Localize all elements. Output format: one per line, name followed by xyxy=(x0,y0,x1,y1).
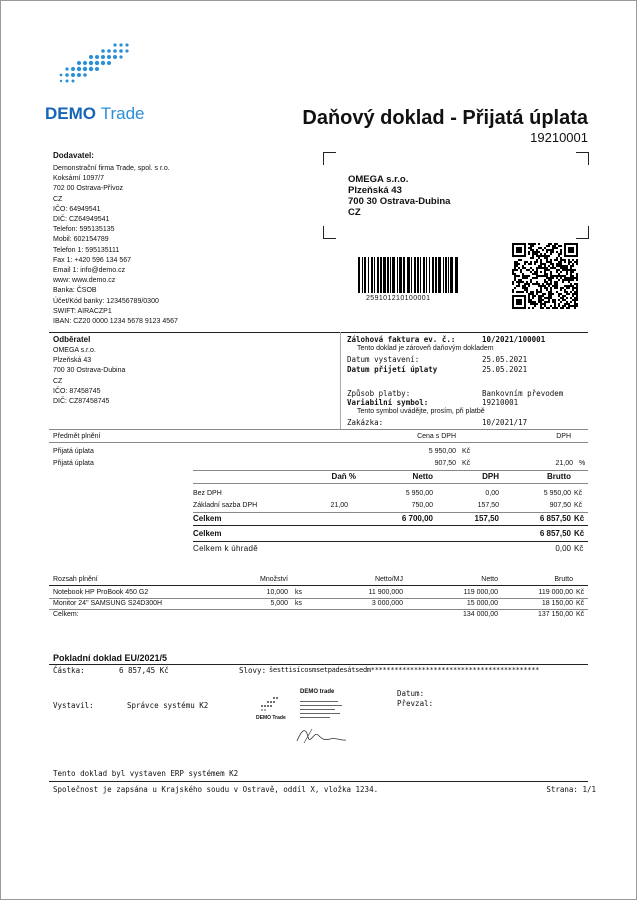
section-divider xyxy=(49,781,588,782)
qr-code-icon xyxy=(512,243,578,309)
supplier-heading: Dodavatel: xyxy=(53,151,94,160)
row-divider xyxy=(193,541,588,542)
signature-icon xyxy=(294,723,349,747)
company-register: Společnost je zapsána u Krajského soudu v Ostravě, oddíl X, vložka 1234. xyxy=(53,785,379,794)
invoice-page: DEMO Trade Daňový doklad - Přijatá úplata 19210001 Dodavatel: Demonstrační firma Trade, spol. s r.o. Koksární 1097/7 702 00 Ostrava-Přívoz CZ IČO: 64949541 DIČ: CZ64949541 Telefon: 595135135 Mobil: 602154789 Telefon 1: 595135111 Fax 1: +420 596 134 567 Email 1: info@demo.cz www: www.demo.cz Banka: ČSOB Účet/Kód banky: 123456789/0300 SWIFT: AIRACZP1 IBAN: CZ20 0000 1234 5678 9123 4567 OMEGA s.r.o. Plzeňská 43 700 30 Ostrava-Dubina CZ 259101210100001 Odběratel OMEGA s.r.o. Plzeňská 43 700 30 Ostrava-Dubina CZ IČO: 87458745 DIČ: CZ87458745 Zálohová faktura ev. č.: 10/2021/100001 Tento doklad je zároveň daňovým dokladem Datum vystavení: 25.05.2021 Datum přijetí úplaty 25.05.2021 Způsob platby: Bankovním převodem Variabilní symbol: 19210001 Tento symbol uvádějte, prosím, při platbě Zakázka: 10/2021/17 Předmět plnění Cena s DPH DPH Přijatá úplata 5 950,00 Kč Přijatá úplata 907,50 Kč 21,00 % Daň % Netto DPH Brutto Bez DPH 5 950,00 0,00 5 950,00 Kč Základní sazba DPH 21,00 750,00 157,50 907,50 Kč Celkem 6 700,00 157,50 6 857,50 Kč Celkem 6 857,50 Kč Celkem k úhradě 0,00 Kč Rozsah plnění Množství Netto/MJ Netto Brutto Notebook HP ProBook 450 G2 10,000 ks 11 900,000 119 000,00 119 000,00 Kč Monitor 24" SAMSUNG S24D300H 5,000 ks 3 000,000 15 000,00 18 150,00 Kč Celkem: 134 000,00 137 150,00 Kč Pokladní doklad EU/2021/5 Částka: 6 857,45 Kč Slovy: šesttisícosmsetpadesátsedm******************************************* Vystavil: Správce systému K2 Datum: Převzal: DEMO Trade DEMO trade Tento doklad byl vystaven ERP systémem K2 Společnost je zapsána u Krajského soudu v Ostravě, oddíl X, vložka 1234. Strana: 1/1 xyxy=(0,0,637,900)
window-corner xyxy=(323,152,336,165)
subject-col-vat: DPH xyxy=(556,433,571,440)
header-underline xyxy=(49,585,588,586)
company-logo-text: DEMO Trade xyxy=(45,104,145,123)
section-divider xyxy=(49,332,588,333)
supplier-address: Demonstrační firma Trade, spol. s r.o. Koksární 1097/7 702 00 Ostrava-Přívoz CZ IČO: 64949541 DIČ: CZ64949541 Telefon: 595135135 Mobil: 602154789 Telefon 1: 595135111 Fax 1: +420 596 134 567 Email 1: info@demo.cz www: www.demo.cz Banka: ČSOB Účet/Kód banky: 123456789/0300 SWIFT: AIRACZP1 IBAN: CZ20 0000 1234 5678 9123 4567 xyxy=(53,165,178,326)
recipient-address: OMEGA s.r.o. Plzeňská 43 700 30 Ostrava-Dubina CZ xyxy=(348,174,451,218)
barcode-number: 259101210100001 xyxy=(366,295,431,302)
barcode-icon xyxy=(358,257,458,293)
stamp-text-lines xyxy=(300,698,345,721)
window-corner xyxy=(323,226,336,239)
date-label: Datum: xyxy=(397,689,425,698)
cash-receipt-heading: Pokladní doklad EU/2021/5 xyxy=(53,653,168,663)
row-divider xyxy=(193,512,588,513)
customer-address: OMEGA s.r.o. Plzeňská 43 700 30 Ostrava-Dubina CZ IČO: 87458745 DIČ: CZ87458745 xyxy=(53,347,126,406)
section-divider xyxy=(49,664,588,665)
document-title: Daňový doklad - Přijatá úplata xyxy=(302,107,588,129)
column-divider xyxy=(340,332,341,430)
issued-by-value: Správce systému K2 xyxy=(127,701,209,710)
issued-by-label: Vystavil: xyxy=(53,701,94,710)
company-stamp: DEMO Trade DEMO trade xyxy=(256,689,361,749)
document-number: 19210001 xyxy=(530,130,588,145)
row-divider xyxy=(193,525,588,526)
system-note: Tento doklad byl vystaven ERP systémem K2 xyxy=(53,769,239,778)
window-corner xyxy=(576,226,589,239)
header-underline xyxy=(193,483,588,484)
company-logo-icon xyxy=(55,41,135,91)
page-number: Strana: 1/1 xyxy=(546,785,596,794)
section-divider xyxy=(193,470,588,471)
subject-col-subject: Předmět plnění xyxy=(53,433,101,440)
taken-by-label: Převzal: xyxy=(397,699,434,708)
header-underline xyxy=(49,442,588,443)
section-divider xyxy=(49,429,588,430)
stamp-logo-icon xyxy=(258,695,280,713)
window-corner xyxy=(576,152,589,165)
customer-heading: Odběratel xyxy=(53,335,91,344)
subject-col-price: Cena s DPH xyxy=(417,433,456,440)
